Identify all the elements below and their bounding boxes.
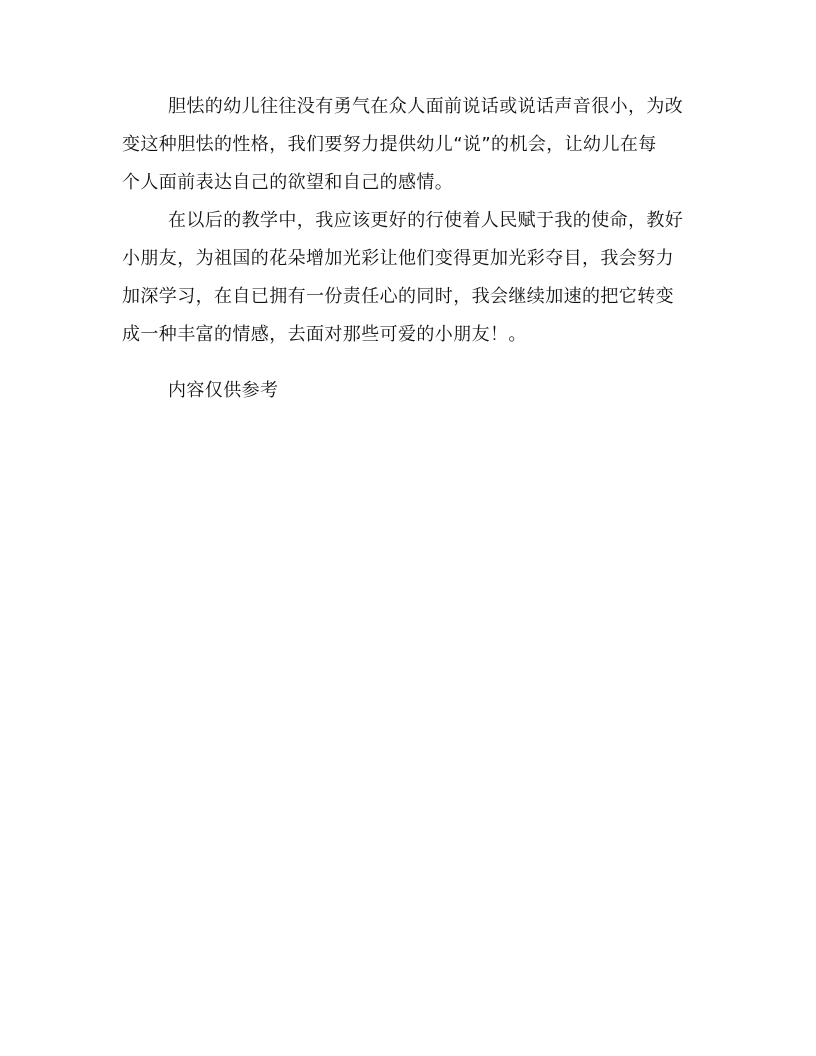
paragraph-2-line-4: 成一种丰富的情感，去面对那些可爱的小朋友！。 <box>122 324 527 345</box>
paragraph-1 <box>122 88 702 202</box>
paragraph-2-line-2: 小朋友，为祖国的花朵增加光彩让他们变得更加光彩夺目，我会努力 <box>122 248 674 269</box>
paragraph-2-line-1: 在以后的教学中，我应该更好的行使着人民赋于我的使命，教好 <box>168 210 684 231</box>
paragraph-2-line-3: 加深学习，在自已拥有一份责任心的同时，我会继续加速的把它转变 <box>122 286 674 307</box>
document-body <box>122 88 702 354</box>
paragraph-1-line-3: 个人面前表达自己的欲望和自己的感情。 <box>122 172 454 193</box>
paragraph-1-line-1: 胆怯的幼儿往往没有勇气在众人面前说话或说话声音很小，为改 <box>168 96 684 117</box>
paragraph-2 <box>122 202 702 354</box>
reference-note: 内容仅供参考 <box>168 380 279 401</box>
paragraph-1-line-2: 变这种胆怯的性格，我们要努力提供幼儿“说”的机会，让幼儿在每 <box>122 134 657 155</box>
